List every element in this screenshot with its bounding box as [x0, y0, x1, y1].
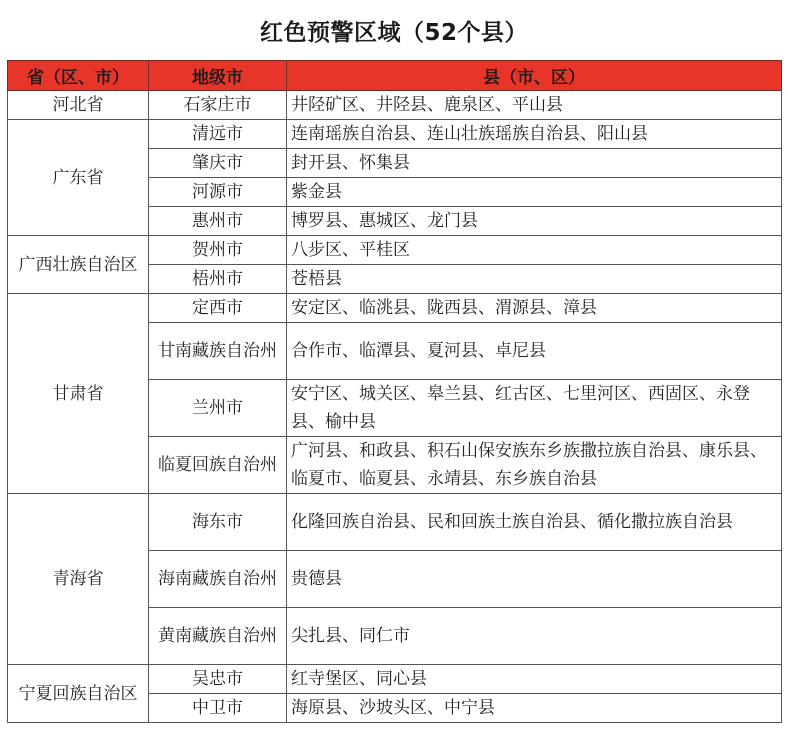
- counties-cell: 红寺堡区、同心县: [287, 665, 782, 694]
- city-cell: 石家庄市: [149, 91, 287, 120]
- table-row: [8, 236, 782, 265]
- page-title: 红色预警区域（52个县）: [259, 20, 528, 46]
- city-cell: 兰州市: [149, 380, 287, 437]
- city-cell: 惠州市: [149, 207, 287, 236]
- table-header-row: [8, 61, 782, 91]
- table-row: [8, 494, 782, 551]
- city-cell: 甘南藏族自治州: [149, 323, 287, 380]
- counties-cell: 苍梧县: [287, 265, 782, 294]
- header-province: 省（区、市）: [8, 61, 149, 91]
- city-cell: 海南藏族自治州: [149, 551, 287, 608]
- city-cell: 清远市: [149, 120, 287, 149]
- counties-cell: 博罗县、惠城区、龙门县: [287, 207, 782, 236]
- table-row: [8, 294, 782, 323]
- province-cell: 甘肃省: [8, 294, 149, 494]
- header-counties: 县（市、区）: [287, 61, 782, 91]
- counties-cell: 化隆回族自治县、民和回族土族自治县、循化撒拉族自治县: [287, 494, 782, 551]
- city-cell: 河源市: [149, 178, 287, 207]
- province-cell: 河北省: [8, 91, 149, 120]
- counties-cell: 合作市、临潭县、夏河县、卓尼县: [287, 323, 782, 380]
- city-cell: 海东市: [149, 494, 287, 551]
- city-cell: 贺州市: [149, 236, 287, 265]
- province-cell: 宁夏回族自治区: [8, 665, 149, 723]
- table-row: [8, 120, 782, 149]
- city-cell: 定西市: [149, 294, 287, 323]
- city-cell: 黄南藏族自治州: [149, 608, 287, 665]
- province-cell: 广东省: [8, 120, 149, 236]
- counties-cell: 安宁区、城关区、皋兰县、红古区、七里河区、西固区、永登县、榆中县: [287, 380, 782, 437]
- province-cell: 广西壮族自治区: [8, 236, 149, 294]
- city-cell: 临夏回族自治州: [149, 437, 287, 494]
- city-cell: 中卫市: [149, 694, 287, 723]
- city-cell: 肇庆市: [149, 149, 287, 178]
- counties-cell: 贵德县: [287, 551, 782, 608]
- counties-cell: 连南瑶族自治县、连山壮族瑶族自治县、阳山县: [287, 120, 782, 149]
- header-city: 地级市: [149, 61, 287, 91]
- counties-cell: 八步区、平桂区: [287, 236, 782, 265]
- counties-cell: 尖扎县、同仁市: [287, 608, 782, 665]
- counties-cell: 紫金县: [287, 178, 782, 207]
- counties-cell: 安定区、临洮县、陇西县、渭源县、漳县: [287, 294, 782, 323]
- red-warning-table: [7, 60, 782, 723]
- city-cell: 吴忠市: [149, 665, 287, 694]
- table-row: [8, 665, 782, 694]
- table-row: [8, 91, 782, 120]
- counties-cell: 广河县、和政县、积石山保安族东乡族撒拉族自治县、康乐县、临夏市、临夏县、永靖县、东乡族自治县: [287, 437, 782, 494]
- province-cell: 青海省: [8, 494, 149, 665]
- city-cell: 梧州市: [149, 265, 287, 294]
- counties-cell: 封开县、怀集县: [287, 149, 782, 178]
- counties-cell: 海原县、沙坡头区、中宁县: [287, 694, 782, 723]
- counties-cell: 井陉矿区、井陉县、鹿泉区、平山县: [287, 91, 782, 120]
